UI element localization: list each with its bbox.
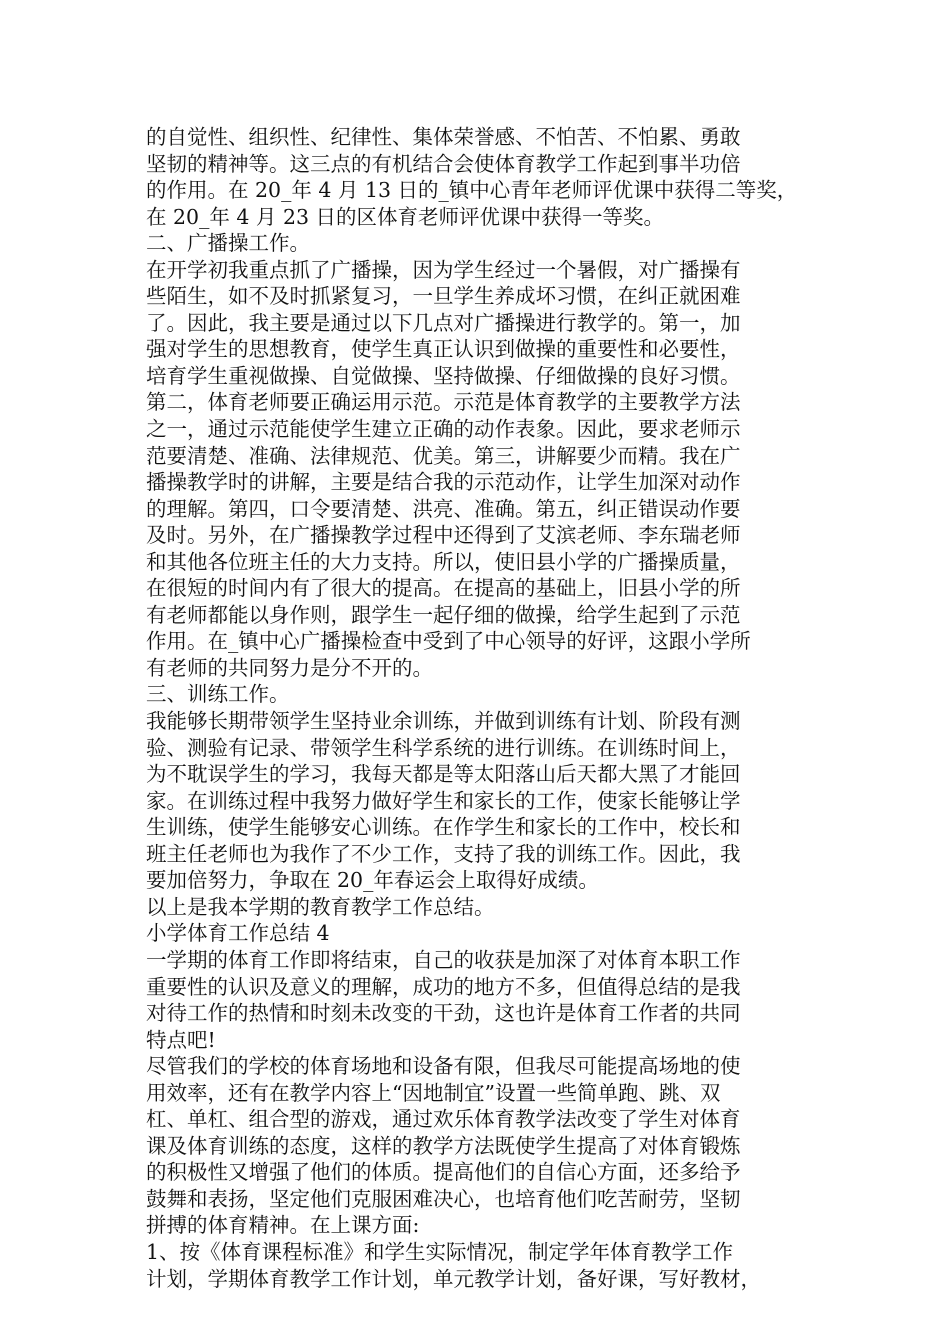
text-line: 尽管我们的学校的体育场地和设备有限，但我尽可能提高场地的使 [146,1054,741,1079]
text-line: 播操教学时的讲解，主要是结合我的示范动作，让学生加深对动作 [146,470,741,495]
text-line: 强对学生的思想教育，使学生真正认识到做操的重要性和必要性， [146,337,741,362]
text-line: 坚韧的精神等。这三点的有机结合会使体育教学工作起到事半功倍 [146,151,741,176]
text-line: 计划，学期体育教学工作计划，单元教学计划，备好课，写好教材， [146,1266,761,1291]
text-line: 之一，通过示范能使学生建立正确的动作表象。因此，要求老师示 [146,417,741,442]
document-body [146,124,814,1292]
text-line: 杠、单杠、组合型的游戏，通过欢乐体育教学法改变了学生对体育 [146,1107,741,1132]
text-line: 要加倍努力，争取在 20_年春运会上取得好成绩。 [146,868,599,893]
text-line: 鼓舞和表扬，坚定他们克服困难决心，也培育他们吃苦耐劳，坚韧 [146,1186,741,1211]
text-line: 小学体育工作总结 4 [146,921,330,946]
text-line: 一学期的体育工作即将结束，自己的收获是加深了对体育本职工作 [146,947,741,972]
text-line: 班主任老师也为我作了不少工作，支持了我的训练工作。因此，我 [146,841,741,866]
text-line: 的理解。第四，口令要清楚、洪亮、准确。第五，纠正错误动作要 [146,496,741,521]
text-line: 的作用。在 20_年 4 月 13 日的_镇中心青年老师评优课中获得二等奖， [146,178,798,203]
text-line: 在开学初我重点抓了广播操，因为学生经过一个暑假，对广播操有 [146,257,741,282]
text-line: 了。因此，我主要是通过以下几点对广播操进行教学的。第一，加 [146,310,741,335]
text-line: 生训练，使学生能够安心训练。在作学生和家长的工作中，校长和 [146,815,741,840]
text-line: 的积极性又增强了他们的体质。提高他们的自信心方面，还多给予 [146,1160,741,1185]
text-line: 重要性的认识及意义的理解，成功的地方不多，但值得总结的是我 [146,974,741,999]
text-line: 及时。另外，在广播操教学过程中还得到了艾滨老师、李东瑞老师 [146,523,741,548]
text-line: 有老师的共同努力是分不开的。 [146,655,433,680]
text-line: 我能够长期带领学生坚持业余训练，并做到训练有计划、阶段有测 [146,709,741,734]
text-line: 些陌生，如不及时抓紧复习，一旦学生养成坏习惯，在纠正就困难 [146,284,741,309]
text-line: 范要清楚、准确、法律规范、优美。第三，讲解要少而精。我在广 [146,443,741,468]
text-line: 拼搏的体育精神。在上课方面: [146,1213,420,1238]
text-line: 为不耽误学生的学习，我每天都是等太阳落山后天都大黑了才能回 [146,762,741,787]
text-line: 和其他各位班主任的大力支持。所以，使旧县小学的广播操质量， [146,549,741,574]
text-line: 验、测验有记录、带领学生科学系统的进行训练。在训练时间上， [146,735,741,760]
text-line: 课及体育训练的态度，这样的教学方法既使学生提高了对体育锻炼 [146,1133,741,1158]
text-line: 作用。在_镇中心广播操检查中受到了中心领导的好评，这跟小学所 [146,629,751,654]
text-line: 在 20_年 4 月 23 日的区体育老师评优课中获得一等奖。 [146,204,665,229]
text-line: 二、广播操工作。 [146,231,310,256]
text-line: 第二，体育老师要正确运用示范。示范是体育教学的主要教学方法 [146,390,741,415]
text-line: 对待工作的热情和时刻未改变的干劲，这也许是体育工作者的共同 [146,1001,741,1026]
text-line: 用效率，还有在教学内容上“因地制宜”设置一些简单跑、跳、双 [146,1080,721,1105]
text-line: 1、按《体育课程标准》和学生实际情况，制定学年体育教学工作 [146,1239,734,1264]
text-line: 在很短的时间内有了很大的提高。在提高的基础上，旧县小学的所 [146,576,741,601]
text-line: 特点吧! [146,1027,216,1052]
text-line: 三、训练工作。 [146,682,290,707]
text-line: 家。在训练过程中我努力做好学生和家长的工作，使家长能够让学 [146,788,741,813]
text-line: 的自觉性、组织性、纪律性、集体荣誉感、不怕苦、不怕累、勇敢 [146,125,741,149]
text-line: 培育学生重视做操、自觉做操、坚持做操、仔细做操的良好习惯。 [146,363,741,388]
text-line: 以上是我本学期的教育教学工作总结。 [146,894,495,919]
text-line: 有老师都能以身作则，跟学生一起仔细的做操，给学生起到了示范 [146,602,741,627]
